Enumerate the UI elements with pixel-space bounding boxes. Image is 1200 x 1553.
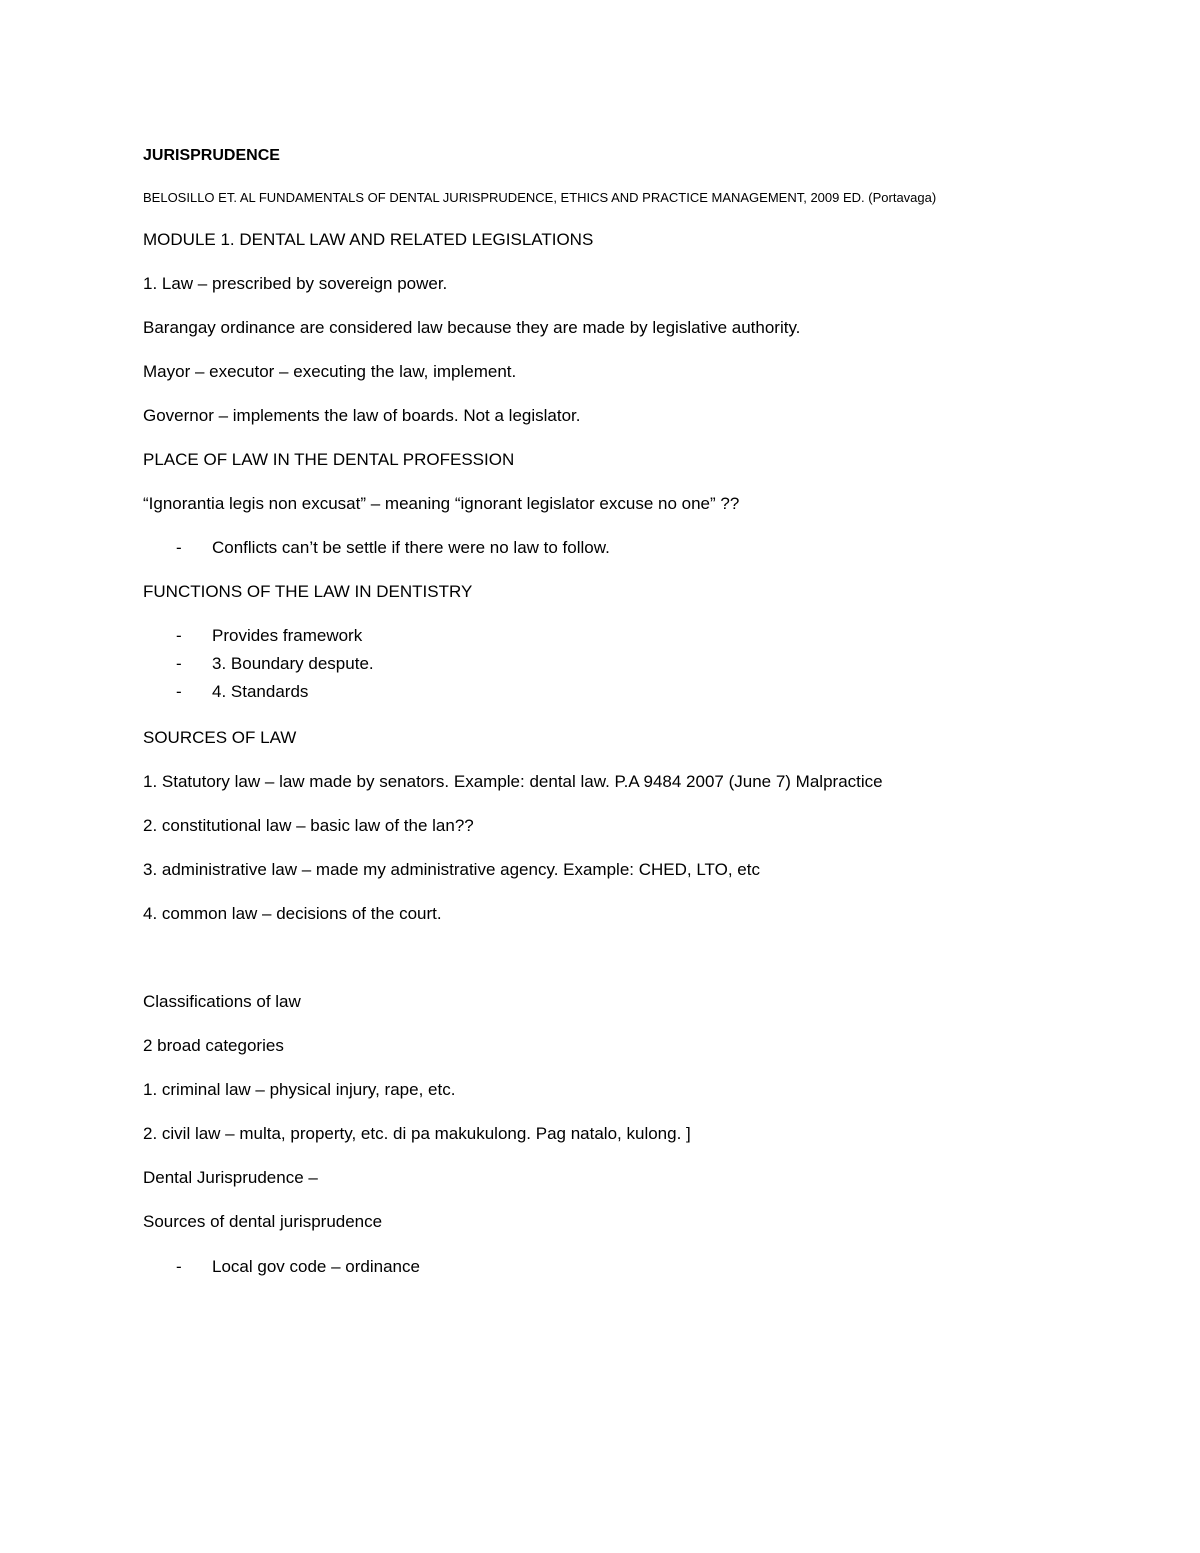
bullet-marker: - [176,1257,182,1276]
law-definition: 1. Law – prescribed by sovereign power. [143,274,448,293]
list-item [176,681,309,703]
module-heading: MODULE 1. DENTAL LAW AND RELATED LEGISLATIONS [143,230,594,249]
source-item: 2. constitutional law – basic law of the lan?? [143,816,474,835]
document-title: JURISPRUDENCE [143,147,280,164]
bullet-text: 3. Boundary despute. [212,654,374,673]
source-item: 1. Statutory law – law made by senators. Example: dental law. P.A 9484 2007 (June 7) Malpractice [143,772,883,791]
bullet-text: Provides framework [212,626,363,645]
bullet-marker: - [176,654,182,673]
mayor-note: Mayor – executor – executing the law, implement. [143,362,517,381]
bullet-marker: - [176,538,182,557]
bullet-text: Local gov code – ordinance [212,1257,420,1276]
reference-line: BELOSILLO ET. AL FUNDAMENTALS OF DENTAL JURISPRUDENCE, ETHICS AND PRACTICE MANAGEMENT, 2009 ED. (Portavaga) [143,190,937,205]
bullet-text: Conflicts can’t be settle if there were no law to follow. [212,538,610,557]
list-item [176,537,610,559]
bullet-text: 4. Standards [212,682,309,701]
governor-note: Governor – implements the law of boards. Not a legislator. [143,406,581,425]
barangay-note: Barangay ordinance are considered law because they are made by legislative authority. [143,318,801,337]
source-item: 4. common law – decisions of the court. [143,904,442,923]
ignorantia-note: “Ignorantia legis non excusat” – meaning “ignorant legislator excuse no one” ?? [143,494,740,513]
source-item: 3. administrative law – made my administrative agency. Example: CHED, LTO, etc [143,860,760,879]
functions-heading: FUNCTIONS OF THE LAW IN DENTISTRY [143,582,473,601]
bullet-marker: - [176,682,182,701]
list-item [176,1256,420,1278]
sources-dental-heading: Sources of dental jurisprudence [143,1212,383,1231]
list-item [176,653,374,675]
sources-heading: SOURCES OF LAW [143,728,297,747]
dental-jurisprudence: Dental Jurisprudence – [143,1168,318,1187]
classifications-heading: Classifications of law [143,992,301,1011]
broad-categories: 2 broad categories [143,1036,284,1055]
list-item [176,625,363,647]
bullet-marker: - [176,626,182,645]
place-heading: PLACE OF LAW IN THE DENTAL PROFESSION [143,450,515,469]
civil-law: 2. civil law – multa, property, etc. di pa makukulong. Pag natalo, kulong. ] [143,1124,691,1143]
criminal-law: 1. criminal law – physical injury, rape, etc. [143,1080,456,1099]
